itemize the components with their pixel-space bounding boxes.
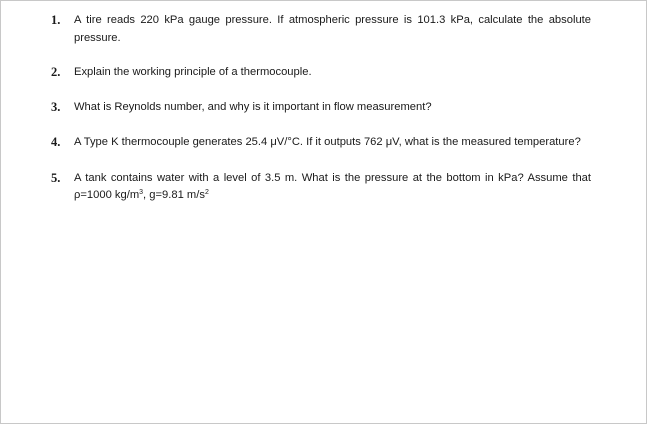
question-1 — [51, 12, 591, 47]
question-text: What is Reynolds number, and why is it important in flow measurement? — [74, 100, 432, 113]
question-text-part: , g=9.81 m/s — [143, 189, 205, 201]
question-text: Explain the working principle of a thermocouple. — [74, 66, 312, 78]
question-4 — [51, 134, 591, 152]
question-text-part: A tank contains water with a level of 3.5 m. What is the pressure at the bottom in kPa? Assume that ρ=1000 kg/m — [74, 171, 591, 201]
question-2 — [51, 64, 591, 82]
question-text: A Type K thermocouple generates 25.4 μV/°C. If it outputs 762 μV, what is the measured temperature? — [74, 136, 581, 148]
question-3 — [51, 99, 591, 117]
question-list — [51, 12, 591, 221]
question-text — [74, 172, 591, 202]
question-number: 1. — [51, 13, 61, 27]
question-number: 4. — [51, 135, 61, 149]
superscript-exponent: 2 — [204, 189, 209, 196]
question-text: A tire reads 220 kPa gauge pressure. If atmospheric pressure is 101.3 kPa, calculate the absolute pressure. — [74, 14, 591, 44]
question-number: 5. — [51, 170, 61, 185]
superscript-exponent: 3 — [139, 189, 144, 196]
question-5 — [51, 170, 591, 205]
question-number: 2. — [51, 65, 61, 79]
question-number: 3. — [51, 99, 61, 114]
